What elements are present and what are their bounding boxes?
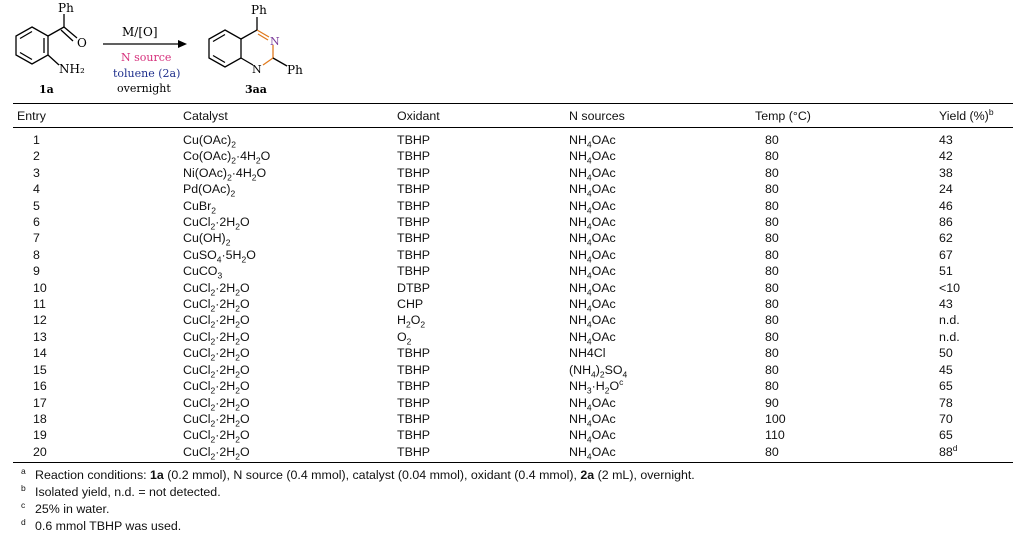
- cell-catalyst: $Cu(OAc)_2$: [183, 133, 236, 150]
- footnote-text: 0.6 mmol TBHP was used.: [35, 519, 182, 533]
- cell-entry: 11: [33, 297, 46, 312]
- header-n-sources: N sources: [569, 104, 755, 128]
- cell-catalyst: $CuCl_2\cdot 2H_2O$: [183, 444, 397, 463]
- cell-yield: 51: [939, 264, 953, 279]
- cell-entry: 19: [33, 428, 47, 443]
- table-row: [13, 280, 1013, 296]
- table-row: [13, 329, 1013, 345]
- cell-catalyst: $Ni(OAc)_2\cdot 4H_2O$: [183, 165, 267, 183]
- table-row: [13, 165, 1013, 181]
- cell-entry: 16: [33, 379, 47, 394]
- cell-n-source: $NH_4OAc$: [569, 182, 616, 199]
- footnote: [21, 501, 695, 518]
- cell-temp: 80: [765, 215, 779, 230]
- cell-n-source: $NH_4OAc$: [569, 395, 616, 412]
- cell-yield: <10: [939, 280, 961, 295]
- cell-catalyst: $CuCl_2\cdot 2H_2O$: [183, 280, 250, 298]
- cell-yield: 38: [939, 165, 953, 180]
- cell-catalyst: $Cu(OH)_2$: [183, 231, 231, 248]
- table-footnotes: [21, 467, 695, 535]
- cell-catalyst: $CuCl_2\cdot 2H_2O$: [183, 297, 250, 314]
- reactant-ph-label: Ph: [58, 1, 74, 15]
- cell-temp: 90: [765, 395, 779, 410]
- cell-temp: 80: [765, 313, 779, 328]
- cell-n-source: $NH_4OAc$: [569, 264, 616, 281]
- cell-temp: 80: [765, 182, 779, 197]
- cell-yield: 70: [939, 411, 953, 426]
- footnote-mark: d: [21, 517, 26, 527]
- cell-catalyst: $CuCl_2\cdot 2H_2O$: [183, 346, 250, 363]
- cell-yield: 86: [939, 215, 953, 230]
- cell-temp: 80: [765, 297, 779, 312]
- product-n1-label: N: [252, 63, 262, 76]
- cell-catalyst: $Pd(OAc)_2$: [183, 182, 236, 199]
- cell-temp: 80: [765, 133, 779, 147]
- cell-temp: 80: [765, 379, 779, 394]
- footnote-text: Reaction conditions: 1a (0.2 mmol), N source (0.4 mmol), catalyst (0.04 mmol), oxidant (0.4 mmol), 2a (2 mL), overnight.: [35, 468, 695, 482]
- cell-temp: 80: [765, 346, 779, 361]
- cell-temp: 80: [765, 231, 779, 246]
- cell-oxidant: DTBP: [397, 280, 431, 295]
- cell-catalyst: $Co(OAc)_2\cdot 4H_2O$: [183, 149, 271, 166]
- product-compound-label: 3aa: [245, 83, 267, 96]
- cell-n-source: $NH_4OAc$: [569, 411, 616, 429]
- cell-yield: 45: [939, 362, 953, 377]
- cell-oxidant: TBHP: [397, 346, 431, 361]
- cell-oxidant: TBHP: [397, 133, 431, 147]
- table-body: [13, 128, 1013, 463]
- cell-temp: 80: [765, 198, 779, 213]
- header-yield-footnote-mark: b: [988, 106, 994, 117]
- cell-catalyst: $CuCl_2\cdot 2H_2O$: [183, 379, 250, 396]
- cell-oxidant: TBHP: [397, 395, 431, 410]
- cell-entry: 9: [33, 264, 40, 279]
- cell-n-source: $NH_4OAc$: [569, 198, 616, 216]
- cell-entry: 13: [33, 329, 47, 344]
- reaction-scheme: [0, 0, 1013, 100]
- table-row: [13, 128, 1013, 149]
- table-row: [13, 345, 1013, 361]
- cell-oxidant: TBHP: [397, 198, 431, 213]
- cell-n-source: NH4Cl: [569, 346, 606, 361]
- cell-oxidant: TBHP: [397, 379, 431, 394]
- footnote-text: Isolated yield, n.d. = not detected.: [35, 485, 221, 499]
- cell-temp: 80: [755, 444, 939, 463]
- cell-oxidant: TBHP: [397, 231, 431, 246]
- cell-temp: 110: [765, 428, 785, 443]
- cell-n-source: $NH_4OAc$: [569, 247, 616, 265]
- cell-catalyst: $CuCl_2\cdot 2H_2O$: [183, 395, 250, 412]
- cell-oxidant: TBHP: [397, 165, 431, 180]
- header-catalyst: Catalyst: [183, 104, 397, 128]
- table-row: [13, 214, 1013, 230]
- cell-yield: 42: [939, 149, 953, 164]
- cell-n-source: $NH_4OAc$: [569, 133, 616, 150]
- cell-entry: 14: [33, 346, 47, 361]
- condition-time: overnight: [117, 82, 171, 95]
- table-row: [13, 296, 1013, 312]
- footnote: [21, 518, 695, 535]
- cell-oxidant: TBHP: [397, 444, 569, 463]
- cell-yield: 65: [939, 379, 953, 394]
- cell-entry: 12: [33, 313, 47, 328]
- cell-temp: 80: [765, 149, 779, 164]
- cell-catalyst: CuBr$_2$: [183, 198, 216, 216]
- cell-yield: 62: [939, 231, 953, 246]
- cell-yield: 78: [939, 395, 953, 410]
- reaction-arrow: [103, 40, 187, 48]
- cell-oxidant: $O_2$: [397, 329, 412, 347]
- header-temp: Temp (°C): [755, 104, 939, 128]
- footnote-mark: b: [21, 483, 26, 493]
- cell-entry: 20: [13, 444, 183, 463]
- cell-catalyst: $CuCl_2\cdot 2H_2O$: [183, 428, 250, 445]
- condition-n-source: N source: [121, 51, 172, 64]
- table-row: [13, 263, 1013, 279]
- product-ph-top-label: Ph: [251, 3, 267, 17]
- cell-oxidant: TBHP: [397, 182, 431, 197]
- footnote-mark: a: [21, 466, 26, 476]
- cell-catalyst: CuCO$_3$: [183, 264, 223, 281]
- header-entry: Entry: [13, 104, 183, 128]
- cell-catalyst: $CuCl_2\cdot 2H_2O$: [183, 313, 250, 330]
- cell-catalyst: $CuCl_2\cdot 2H_2O$: [183, 411, 250, 429]
- cell-entry: 7: [33, 231, 40, 246]
- reactant-compound-label: 1a: [39, 83, 54, 96]
- cell-n-source: $NH_4OAc$: [569, 428, 616, 445]
- cell-n-source: $NH_4OAc$: [569, 149, 616, 166]
- cell-n-source: $NH_4OAc$: [569, 231, 616, 248]
- table-row: [13, 362, 1013, 378]
- table-row: [13, 427, 1013, 443]
- cell-n-source: $(NH_4)_2SO_4$: [569, 362, 628, 380]
- footnote: [21, 484, 695, 501]
- cell-oxidant: TBHP: [397, 215, 431, 230]
- table-row: [13, 247, 1013, 263]
- optimization-table: [13, 103, 1013, 463]
- cell-temp: 80: [765, 280, 779, 295]
- cell-oxidant: CHP: [397, 297, 424, 312]
- table-row: [13, 148, 1013, 164]
- cell-oxidant: TBHP: [397, 362, 431, 377]
- reactant-oxygen-label: O: [77, 36, 87, 50]
- cell-entry: 6: [33, 215, 40, 230]
- table-row: [13, 230, 1013, 246]
- cell-temp: 80: [765, 247, 779, 262]
- cell-yield: n.d.: [939, 313, 960, 328]
- cell-n-source: $NH_4OAc$: [569, 165, 616, 183]
- header-yield: [939, 104, 1013, 128]
- cell-yield: 65: [939, 428, 953, 443]
- table-row: [13, 181, 1013, 197]
- cell-temp: 80: [765, 264, 779, 279]
- footnote-text: 25% in water.: [35, 502, 110, 516]
- cell-n-source: $NH_4OAc$: [569, 313, 616, 330]
- table-row: [13, 378, 1013, 394]
- product-n3-label: N: [270, 35, 280, 48]
- cell-yield: 88$^d$: [939, 444, 1013, 463]
- condition-catalyst: M/[O]: [122, 25, 158, 39]
- cell-n-source: $NH_4OAc$: [569, 297, 616, 314]
- cell-oxidant: TBHP: [397, 428, 431, 443]
- table-row: [13, 444, 1013, 463]
- cell-catalyst: $CuCl_2\cdot 2H_2O$: [183, 329, 250, 347]
- cell-oxidant: TBHP: [397, 149, 431, 164]
- cell-temp: 100: [765, 411, 786, 426]
- cell-yield: 43: [939, 133, 953, 147]
- cell-n-source: $NH_4OAc$: [569, 444, 755, 463]
- cell-entry: 3: [33, 165, 40, 180]
- cell-entry: 18: [33, 411, 47, 426]
- cell-entry: 5: [33, 198, 40, 213]
- table-row: [13, 312, 1013, 328]
- cell-yield: 46: [939, 198, 953, 213]
- cell-temp: 80: [765, 329, 779, 344]
- cell-temp: 80: [765, 165, 779, 180]
- cell-n-source: $NH_4OAc$: [569, 280, 616, 298]
- cell-catalyst: $CuCl_2\cdot 2H_2O$: [183, 362, 250, 380]
- optimization-table-wrap: [13, 103, 1010, 463]
- cell-entry: 4: [33, 182, 40, 197]
- cell-yield: n.d.: [939, 329, 960, 344]
- table-row: [13, 395, 1013, 411]
- header-yield-text: Yield (%): [939, 109, 989, 123]
- cell-entry: 8: [33, 247, 40, 262]
- cell-oxidant: $H_2O_2$: [397, 313, 426, 330]
- cell-yield: 43: [939, 297, 953, 312]
- cell-catalyst: $CuSO_4\cdot 5H_2O$: [183, 247, 256, 265]
- product-ph-right-label: Ph: [287, 63, 303, 77]
- footnote-mark: c: [21, 500, 26, 510]
- cell-yield: 67: [939, 247, 953, 262]
- condition-solvent: toluene (2a): [113, 67, 181, 80]
- reactant-1a-structure: [16, 14, 77, 65]
- header-oxidant: Oxidant: [397, 104, 569, 128]
- table-row: [13, 411, 1013, 427]
- reactant-nh2-label: NH₂: [59, 62, 85, 76]
- cell-entry: 15: [33, 362, 47, 377]
- cell-n-source: $NH_4OAc$: [569, 329, 616, 347]
- cell-oxidant: TBHP: [397, 247, 431, 262]
- cell-yield: 50: [939, 346, 953, 361]
- cell-entry: 17: [33, 395, 47, 410]
- cell-entry: 1: [33, 133, 40, 147]
- cell-temp: 80: [765, 362, 779, 377]
- cell-catalyst: $CuCl_2\cdot 2H_2O$: [183, 215, 250, 232]
- table-row: [13, 198, 1013, 214]
- footnote: [21, 467, 695, 484]
- cell-n-source: $NH_4OAc$: [569, 215, 616, 232]
- reaction-scheme-drawing: [0, 0, 1013, 100]
- cell-oxidant: TBHP: [397, 411, 431, 426]
- cell-yield: 24: [939, 182, 953, 197]
- cell-n-source: $NH_3\cdot H_2O^c$: [569, 376, 624, 396]
- cell-entry: 10: [33, 280, 47, 295]
- cell-entry: 2: [33, 149, 40, 164]
- table-header-row: [13, 104, 1013, 128]
- cell-oxidant: TBHP: [397, 264, 431, 279]
